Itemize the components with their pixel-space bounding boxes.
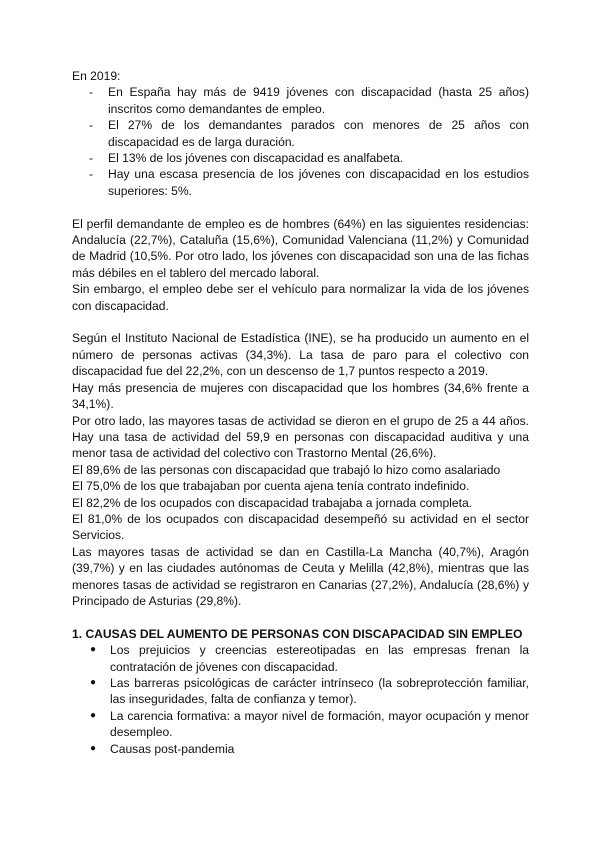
paragraph-services: El 81,0% de los ocupados con discapacidad desempeñó su actividad en el sector Servicios. [72, 511, 529, 543]
stats-2019-list [72, 84, 529, 199]
dash-marker: - [89, 118, 94, 133]
dash-marker: - [89, 167, 94, 182]
list-item: ● Causas post-pandemia [90, 741, 235, 756]
paragraph-activity-rates: Por otro lado, las mayores tasas de actividad se dieron en el grupo de 25 a 44 años. Hay una tasa de actividad del 59,9 en personas con discapacidad auditiva y una menor tasa de actividad del colectivo con Trastorno Mental (26,6%). [72, 413, 529, 461]
paragraph-women: Hay más presencia de mujeres con discapacidad que los hombres (34,6% frente a 34,1%). [72, 380, 529, 412]
paragraph-regions: Las mayores tasas de actividad se dan en Castilla-La Mancha (40,7%), Aragón (39,7%) y en las ciudades autónomas de Ceuta y Melilla (42,8%), mientras que las menores tasas de actividad se registraron en Canarias (27,2%), Andalucía (28,6%) y Principado de Asturias (29,8%). [72, 544, 529, 608]
list-item: - El 13% de los jóvenes con discapacidad es analfabeta. [89, 151, 404, 166]
bullet-dot-icon: ● [90, 709, 97, 721]
paragraph-salaried: El 89,6% de las personas con discapacidad que trabajó lo hizo como asalariado [72, 462, 501, 477]
section-heading: 1. CAUSAS DEL AUMENTO DE PERSONAS CON DISCAPACIDAD SIN EMPLEO [72, 626, 523, 641]
bullet-dot-icon: ● [90, 676, 97, 688]
paragraph-ine: Según el Instituto Nacional de Estadística (INE), se ha producido un aumento en el número de personas activas (34,3%). La tasa de paro para el colectivo con discapacidad fue del 22,2%, con un descenso de 1,7 puntos respecto a 2019. [72, 331, 529, 379]
paragraph-contract: El 75,0% de los que trabajaban por cuenta ajena tenía contrato indefinido. [72, 479, 470, 494]
paragraph-profile: El perfil demandante de empleo es de hombres (64%) en las siguientes residencias: Andalucía (22,7%), Cataluña (15,6%), Comunidad Valenciana (11,2%) y Comunidad de Madrid (10,5%. Por otro lado, los jóvenes con discapacidad son una de las fichas más débiles en el tablero del mercado laboral. [72, 216, 529, 280]
list-item: ● Las barreras psicológicas de carácter intrínseco (la sobreprotección familiar, las inseguridades, falta de confianza y temor). [90, 675, 529, 707]
bullet-dot-icon: ● [90, 644, 97, 656]
dash-marker: - [89, 151, 94, 166]
list-item: - Hay una escasa presencia de los jóvenes con discapacidad en los estudios superiores: 5%. [89, 167, 529, 198]
list-item: - En España hay más de 9419 jóvenes con discapacidad (hasta 25 años) inscritos como demandantes de empleo. [89, 85, 529, 116]
dash-marker: - [89, 85, 94, 100]
document-page [72, 68, 529, 757]
paragraph-employment: Sin embargo, el empleo debe ser el vehículo para normalizar la vida de los jóvenes con discapacidad. [72, 282, 529, 313]
paragraph-full-time: El 82,2% de los ocupados con discapacidad trabajaba a jornada completa. [72, 495, 473, 510]
list-item: ● La carencia formativa: a mayor nivel de formación, mayor ocupación y menor desempleo. [90, 708, 529, 740]
intro-text: En 2019: [72, 69, 121, 83]
list-item: ● Los prejuicios y creencias estereotipadas en las empresas frenan la contratación de jóvenes con discapacidad. [90, 643, 529, 674]
list-item: - El 27% de los demandantes parados con menores de 25 años con discapacidad es de larga duración. [89, 118, 529, 149]
bullet-dot-icon: ● [90, 742, 97, 754]
causes-list [72, 642, 529, 757]
